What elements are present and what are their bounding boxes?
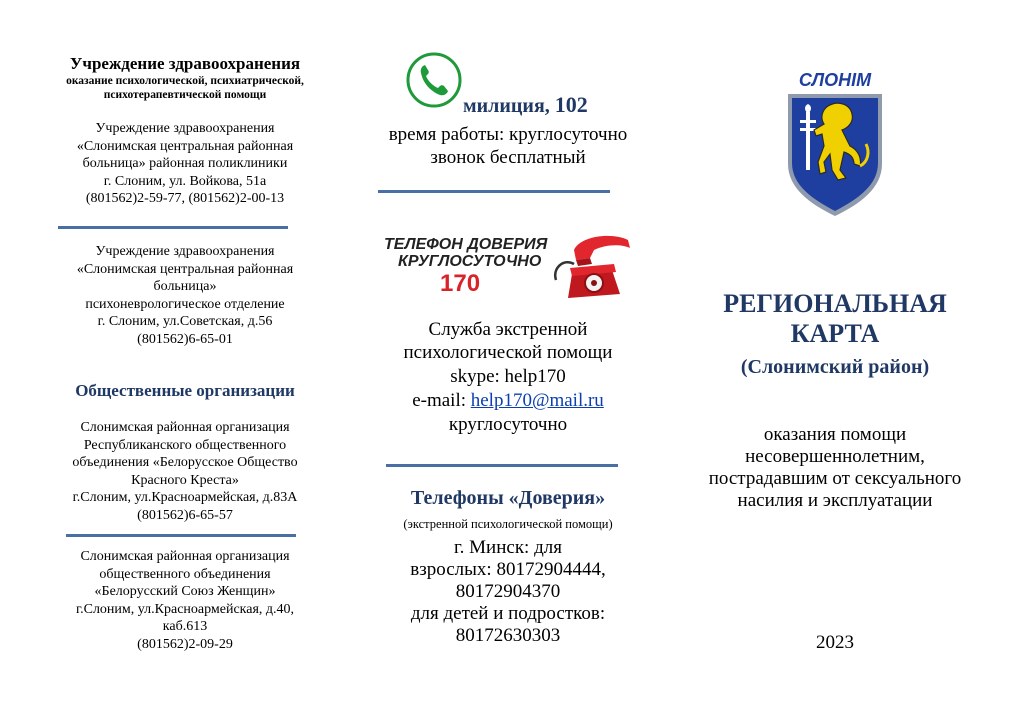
psycho-dept-line: больница»	[153, 279, 217, 294]
womens-union-block	[40, 548, 330, 653]
public-orgs-title: Общественные организации	[75, 381, 295, 400]
polyclinic-line: Учреждение здравоохранения	[95, 121, 275, 136]
year: 2023	[816, 632, 854, 653]
red-cross-line: г.Слоним, ул.Красноармейская, д.83А	[72, 490, 298, 505]
card-description	[680, 424, 990, 512]
divider	[66, 534, 296, 537]
card-description-line: насилия и эксплуатации	[737, 490, 933, 511]
polyclinic-line: «Слонимская центральная районная	[76, 138, 294, 154]
trust-phone-line: 80172904370	[455, 581, 561, 602]
card-title-line2: КАРТА	[790, 319, 880, 348]
emblem-text: СЛОНIМ	[798, 70, 872, 90]
emergency-service-title: Служба экстренной	[428, 319, 588, 340]
trust-phones-list	[358, 537, 658, 647]
womens-union-phone: (801562)2-09-29	[137, 636, 233, 652]
card-description-line: оказания помощи	[763, 424, 907, 445]
psycho-dept-line: «Слонимская центральная районная	[76, 261, 294, 277]
police-number: 102	[554, 92, 588, 117]
red-cross-phone: (801562)6-65-57	[137, 507, 233, 523]
divider	[378, 190, 610, 193]
womens-union-line: общественного объединения	[99, 566, 271, 582]
skype-contact: skype: help170	[450, 366, 566, 387]
trust-phone-line: для детей и подростков:	[410, 603, 606, 624]
polyclinic-phones: (801562)2-59-77, (801562)2-00-13	[85, 191, 285, 206]
police-free: звонок бесплатный	[430, 147, 586, 168]
card-title	[680, 289, 990, 349]
womens-union-line: каб.613	[162, 619, 208, 634]
left-subheading: оказание психологической, психиатрической, психотерапевтической помощи	[66, 75, 304, 101]
retro-phone-icon	[550, 228, 634, 304]
emergency-service-subtitle: психологической помощи	[403, 342, 613, 363]
womens-union-line: Слонимская районная организация	[80, 549, 290, 564]
divider	[58, 226, 288, 229]
psycho-dept-block	[40, 243, 330, 348]
email-link[interactable]: help170@mail.ru	[470, 390, 604, 411]
email-line	[358, 390, 658, 412]
trust-phones-title: Телефоны «Доверия»	[410, 487, 606, 509]
trust-phones-subtitle: (экстренной психологической помощи)	[403, 517, 613, 531]
polyclinic-line: г. Слоним, ул. Войкова, 51а	[103, 173, 267, 189]
police-line	[463, 92, 588, 118]
trust-phone-line: г. Минск: для	[454, 537, 562, 558]
psycho-dept-line: Учреждение здравоохранения	[95, 244, 275, 259]
psycho-dept-phone: (801562)6-65-01	[137, 331, 233, 347]
polyclinic-block	[40, 120, 330, 208]
red-cross-line: Красного Креста»	[131, 472, 239, 488]
police-hours: время работы: круглосуточно	[388, 124, 628, 145]
red-cross-line: объединения «Белорусское Общество	[72, 455, 298, 470]
trust-phone-line: взрослых: 80172904444,	[410, 559, 606, 580]
red-cross-block	[40, 419, 330, 524]
service-hours: круглосуточно	[448, 414, 568, 435]
email-label: e-mail:	[412, 390, 466, 411]
hotline-banner-line2: КРУГЛОСУТОЧНО	[398, 253, 542, 270]
polyclinic-line: больница» районная поликлиники	[82, 156, 288, 171]
card-description-line: несовершеннолетним,	[745, 446, 925, 467]
trust-phone-line: 80172630303	[455, 625, 561, 646]
hotline-banner-line1: ТЕЛЕФОН ДОВЕРИЯ	[384, 236, 548, 253]
hotline-number: 170	[440, 270, 481, 297]
womens-union-line: «Белорусский Союз Женщин»	[94, 584, 276, 599]
card-title-line1: РЕГИОНАЛЬНАЯ	[723, 289, 947, 318]
womens-union-line: г.Слоним, ул.Красноармейская, д.40,	[75, 601, 295, 617]
left-heading: Учреждение здравоохранения	[69, 54, 301, 73]
card-subtitle: (Слонимский район)	[740, 356, 930, 378]
card-description-line: пострадавшим от сексуального	[708, 468, 962, 489]
coat-of-arms-emblem	[780, 66, 890, 218]
police-label: милиция,	[463, 95, 550, 117]
red-cross-line: Слонимская районная организация	[80, 420, 290, 435]
psycho-dept-line: психоневрологическое отделение	[85, 296, 285, 312]
psycho-dept-line: г. Слоним, ул.Советская, д.56	[97, 314, 273, 329]
divider	[386, 464, 618, 467]
red-cross-line: Республиканского общественного	[83, 437, 287, 453]
hotline-banner	[384, 236, 554, 298]
phone-icon	[406, 52, 462, 108]
